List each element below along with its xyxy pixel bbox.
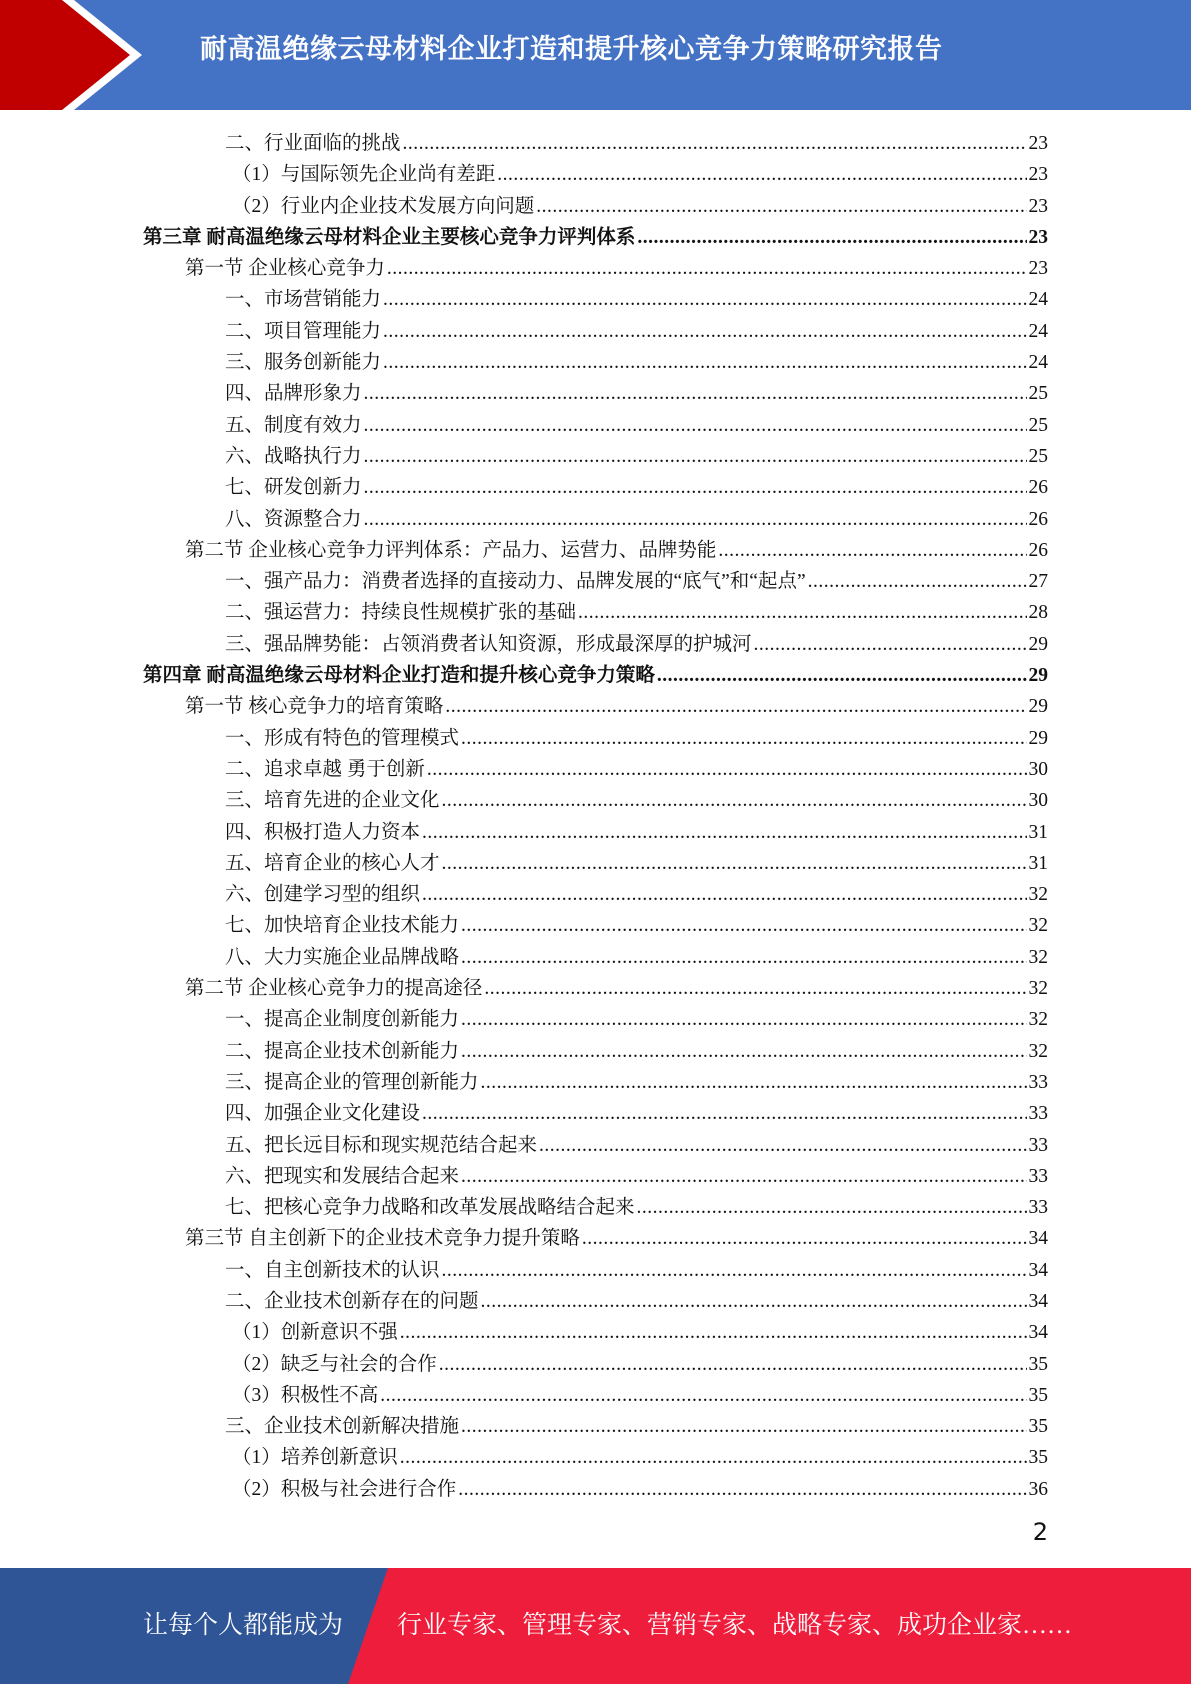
toc-entry-title: 三、培育先进的企业文化 [225,790,440,812]
toc-entry-page: 32 [1028,915,1048,937]
toc-entry-page: 26 [1028,477,1048,499]
toc-entry-title: 第一节 核心竞争力的培育策略 [185,696,444,718]
toc-dot-leader [380,1380,1026,1411]
toc-dot-leader [461,1411,1026,1442]
toc-chapter-entry[interactable] [0,222,1191,253]
toc-entry-title: 第一节 企业核心竞争力 [185,258,385,280]
toc-entry[interactable] [0,629,1191,660]
toc-entry-title: 六、创建学习型的组织 [225,884,421,906]
toc-dot-leader [481,1067,1027,1098]
toc-entry-title: （1）与国际领先企业尚有差距 [232,164,496,186]
toc-dot-leader [364,441,1027,472]
toc-entry-title: 一、市场营销能力 [225,289,382,311]
toc-dot-leader [539,1130,1026,1161]
toc-dot-leader [364,472,1027,503]
toc-entry[interactable] [0,1130,1191,1161]
footer-slogan-left: 让每个人都能成为 [143,1612,344,1639]
toc-entry[interactable] [0,597,1191,628]
toc-entry-page: 28 [1028,602,1048,624]
toc-section-entry[interactable] [0,691,1191,722]
toc-entry-title: （1）创新意识不强 [232,1322,398,1344]
toc-entry-title: （1）培养创新意识 [232,1447,398,1469]
toc-dot-leader [497,159,1026,190]
toc-entry-page: 32 [1028,946,1048,968]
toc-entry-page: 25 [1028,414,1048,436]
toc-entry-title: 二、提高企业技术创新能力 [225,1040,460,1062]
toc-dot-leader [383,347,1026,378]
toc-entry-title: 三、服务创新能力 [225,352,382,374]
toc-dot-leader [383,316,1026,347]
header-banner [0,0,1191,110]
toc-entry-title: 六、战略执行力 [225,445,362,467]
toc-entry-page: 32 [1028,1040,1048,1062]
toc-dot-leader [484,973,1026,1004]
toc-entry-page: 32 [1028,1009,1048,1031]
toc-entry[interactable] [0,441,1191,472]
toc-dot-leader [536,191,1026,222]
toc-entry-title: 五、培育企业的核心人才 [225,852,440,874]
toc-dot-leader [637,1192,1027,1223]
toc-dot-leader [403,128,1027,159]
toc-entry-title: 六、把现实和发展结合起来 [225,1165,460,1187]
footer-banner [0,1568,1191,1684]
toc-dot-leader [461,1161,1026,1192]
toc-dot-leader [458,1474,1026,1505]
toc-entry[interactable] [0,159,1191,190]
toc-section-entry[interactable] [0,253,1191,284]
toc-entry-title: （2）行业内企业技术发展方向问题 [232,195,535,217]
toc-entry[interactable] [0,1286,1191,1317]
toc-entry[interactable] [0,1411,1191,1442]
toc-entry-page: 35 [1028,1447,1048,1469]
toc-entry[interactable] [0,128,1191,159]
toc-entry-page: 26 [1028,508,1048,530]
toc-entry-page: 23 [1028,164,1048,186]
toc-dot-leader [442,785,1027,816]
toc-entry[interactable] [0,504,1191,535]
toc-entry-page: 36 [1028,1478,1048,1500]
toc-dot-leader [400,1442,1027,1473]
toc-entry[interactable] [0,1474,1191,1505]
toc-entry-title: 七、把核心竞争力战略和改革发展战略结合起来 [225,1197,635,1219]
toc-entry-page: 33 [1028,1134,1048,1156]
toc-dot-leader [442,1255,1027,1286]
toc-entry-page: 29 [1028,696,1048,718]
toc-entry-title: 五、制度有效力 [225,414,362,436]
toc-entry-page: 34 [1028,1228,1048,1250]
toc-entry-title: （2）缺乏与社会的合作 [232,1353,437,1375]
toc-entry[interactable] [0,785,1191,816]
toc-entry-title: 第二节 企业核心竞争力的提高途径 [185,978,483,1000]
toc-entry[interactable] [0,1067,1191,1098]
toc-entry[interactable] [0,817,1191,848]
toc-dot-leader [445,691,1026,722]
toc-chapter-entry[interactable] [0,660,1191,691]
toc-entry-page: 23 [1028,258,1048,280]
toc-entry[interactable] [0,284,1191,315]
toc-entry-page: 30 [1028,758,1048,780]
toc-dot-leader [754,629,1027,660]
toc-entry-title: 五、把长远目标和现实规范结合起来 [225,1134,538,1156]
toc-dot-leader [442,848,1027,879]
toc-entry-page: 25 [1028,383,1048,405]
toc-entry-page: 31 [1028,821,1048,843]
toc-entry-title: 三、提高企业的管理创新能力 [225,1071,479,1093]
toc-entry-page: 25 [1028,445,1048,467]
toc-entry-title: 第三节 自主创新下的企业技术竞争力提升策略 [185,1228,580,1250]
toc-dot-leader [461,723,1026,754]
toc-entry-page: 34 [1028,1259,1048,1281]
toc-dot-leader [637,222,1026,253]
header-red-arrow [0,0,150,110]
toc-dot-leader [461,942,1026,973]
toc-entry-title: 二、企业技术创新存在的问题 [225,1290,479,1312]
toc-dot-leader [481,1286,1027,1317]
toc-entry-page: 26 [1028,539,1048,561]
toc-dot-leader [427,754,1027,785]
toc-entry-title: 七、加快培育企业技术能力 [225,915,460,937]
toc-entry-title: 四、品牌形象力 [225,383,362,405]
toc-entry-title: 一、形成有特色的管理模式 [225,727,460,749]
toc-entry-page: 30 [1028,790,1048,812]
toc-entry[interactable] [0,879,1191,910]
toc-entry-title: 第四章 耐高温绝缘云母材料企业打造和提升核心竞争力策略 [143,665,655,687]
page-number: 2 [1032,1518,1048,1546]
toc-entry-page: 27 [1028,571,1048,593]
toc-entry-page: 33 [1028,1197,1048,1219]
toc-entry-page: 33 [1028,1165,1048,1187]
toc-dot-leader [808,566,1027,597]
toc-entry-title: 二、强运营力：持续良性规模扩张的基础 [225,602,577,624]
report-title: 耐高温绝缘云母材料企业打造和提升核心竞争力策略研究报告 [200,34,943,65]
toc-entry[interactable] [0,378,1191,409]
toc-entry-page: 24 [1028,289,1048,311]
toc-entry-title: （3）积极性不高 [232,1384,379,1406]
toc-entry[interactable] [0,410,1191,441]
toc-section-entry[interactable] [0,973,1191,1004]
toc-entry-title: 八、资源整合力 [225,508,362,530]
toc-entry[interactable] [0,1098,1191,1129]
footer-slogan-right: 行业专家、管理专家、营销专家、战略专家、成功企业家…… [397,1612,1073,1639]
toc-entry-title: 三、强品牌势能：占领消费者认知资源，形成最深厚的护城河 [225,633,752,655]
toc-entry[interactable] [0,1004,1191,1035]
toc-entry-page: 35 [1028,1384,1048,1406]
toc-dot-leader [439,1349,1027,1380]
toc-entry-title: 一、提高企业制度创新能力 [225,1009,460,1031]
toc-entry[interactable] [0,754,1191,785]
toc-entry[interactable] [0,1317,1191,1348]
toc-entry[interactable] [0,848,1191,879]
toc-section-entry[interactable] [0,535,1191,566]
toc-dot-leader [582,1223,1027,1254]
toc-entry[interactable] [0,1036,1191,1067]
toc-dot-leader [387,253,1027,284]
toc-entry[interactable] [0,910,1191,941]
toc-entry-title: 二、项目管理能力 [225,320,382,342]
toc-entry-title: 四、加强企业文化建设 [225,1103,421,1125]
toc-dot-leader [578,597,1026,628]
toc-dot-leader [718,535,1026,566]
toc-entry-title: 第三章 耐高温绝缘云母材料企业主要核心竞争力评判体系 [143,226,636,248]
toc-dot-leader [383,284,1026,315]
toc-entry-title: 三、企业技术创新解决措施 [225,1416,460,1438]
toc-entry[interactable] [0,316,1191,347]
toc-entry-page: 33 [1028,1103,1048,1125]
toc-entry-title: 一、自主创新技术的认识 [225,1259,440,1281]
toc-entry[interactable] [0,1442,1191,1473]
toc-entry-page: 23 [1028,195,1048,217]
toc-dot-leader [364,410,1027,441]
toc-entry-page: 35 [1028,1416,1048,1438]
toc-entry-page: 24 [1028,352,1048,374]
toc-entry-page: 29 [1028,633,1048,655]
toc-entry-page: 33 [1028,1071,1048,1093]
toc-entry-title: 八、大力实施企业品牌战略 [225,946,460,968]
toc-dot-leader [461,1004,1026,1035]
toc-entry-page: 32 [1028,978,1048,1000]
table-of-contents [0,128,1191,1505]
toc-entry[interactable] [0,1380,1191,1411]
toc-entry-page: 23 [1028,226,1048,248]
toc-entry-title: 第二节 企业核心竞争力评判体系：产品力、运营力、品牌势能 [185,539,717,561]
toc-dot-leader [657,660,1027,691]
toc-entry-title: （2）积极与社会进行合作 [232,1478,457,1500]
toc-entry-page: 23 [1028,133,1048,154]
toc-entry-page: 34 [1028,1322,1048,1344]
toc-entry-page: 31 [1028,852,1048,874]
toc-entry-title: 二、行业面临的挑战 [225,133,401,154]
toc-entry[interactable] [0,942,1191,973]
toc-entry-page: 24 [1028,320,1048,342]
toc-entry-page: 32 [1028,884,1048,906]
toc-entry-page: 35 [1028,1353,1048,1375]
toc-entry-title: 四、积极打造人力资本 [225,821,421,843]
toc-entry[interactable] [0,347,1191,378]
toc-dot-leader [400,1317,1027,1348]
toc-dot-leader [422,817,1026,848]
toc-entry[interactable] [0,723,1191,754]
toc-dot-leader [364,504,1027,535]
toc-entry[interactable] [0,1192,1191,1223]
toc-entry[interactable] [0,472,1191,503]
toc-entry-title: 二、追求卓越 勇于创新 [225,758,425,780]
toc-dot-leader [364,378,1027,409]
toc-entry[interactable] [0,1255,1191,1286]
toc-entry[interactable] [0,191,1191,222]
toc-entry[interactable] [0,1161,1191,1192]
toc-entry-page: 34 [1028,1290,1048,1312]
toc-dot-leader [422,1098,1026,1129]
toc-entry-page: 29 [1028,665,1048,687]
toc-section-entry[interactable] [0,1223,1191,1254]
toc-entry-title: 一、强产品力：消费者选择的直接动力、品牌发展的“底气”和“起点” [225,571,806,593]
toc-dot-leader [461,1036,1026,1067]
toc-dot-leader [461,910,1026,941]
toc-entry-title: 七、研发创新力 [225,477,362,499]
toc-entry[interactable] [0,566,1191,597]
toc-entry-page: 29 [1028,727,1048,749]
toc-entry[interactable] [0,1349,1191,1380]
toc-dot-leader [422,879,1026,910]
